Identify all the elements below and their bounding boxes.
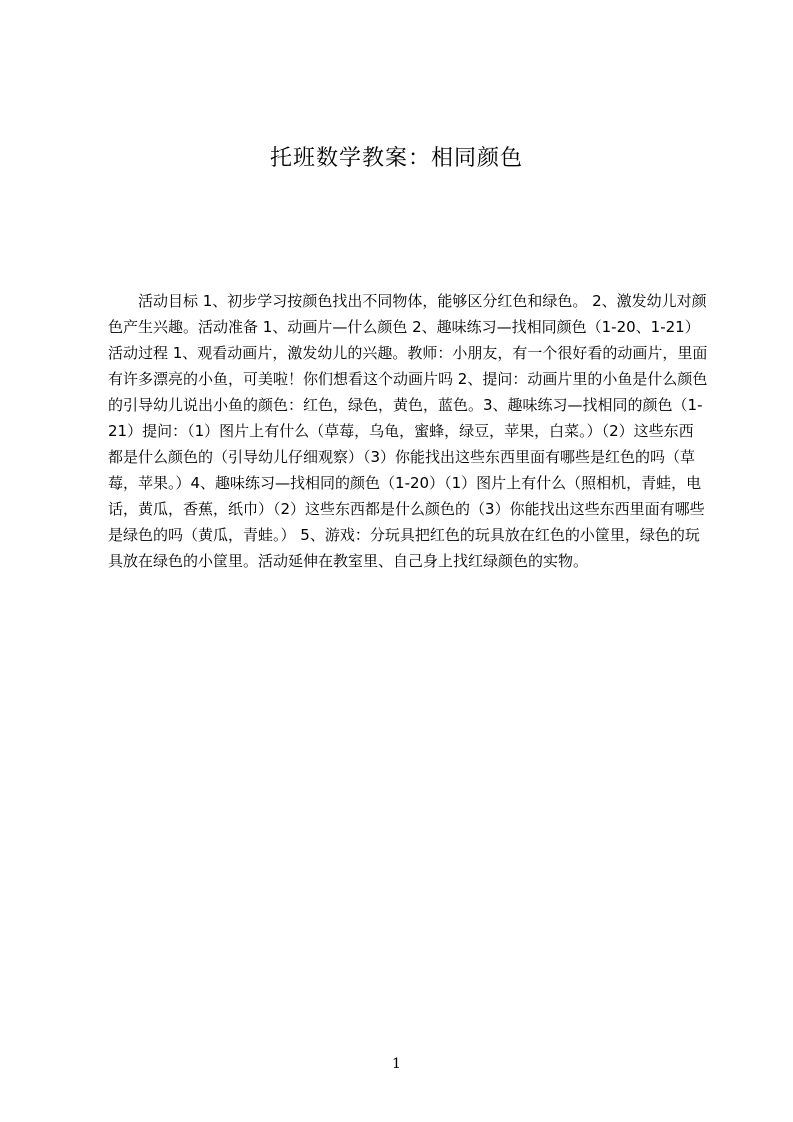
document-body-text: 活动目标 1、初步学习按颜色找出不同物体，能够区分红色和绿色。 2、激发幼儿对颜色产生兴趣。活动准备 1、动画片—什么颜色 2、趣味练习—找相同颜色（1-20、1-21）活动过程 1、观看动画片，激发幼儿的兴趣。教师：小朋友，有一个很好看的动画片，里面有许多漂亮的小鱼，可美啦！你们想看这个动画片吗 2、提问：动画片里的小鱼是什么颜色的引导幼儿说出小鱼的颜色：红色，绿色，黄色，蓝色。3、趣味练习—找相同的颜色（1-21）提问：（1）图片上有什么（草莓，乌龟，蜜蜂，绿豆，苹果，白菜。）（2）这些东西都是什么颜色的（引导幼儿仔细观察）（3）你能找出这些东西里面有哪些是红色的吗（草莓，苹果。）4、趣味练习—找相同的颜色（1-20）（1）图片上有什么（照相机，青蛙，电话，黄瓜，香蕉，纸巾）（2）这些东西都是什么颜色的（3）你能找出这些东西里面有哪些是绿色的吗（黄瓜，青蛙。） 5、游戏：分玩具把红色的玩具放在红色的小筐里，绿色的玩具放在绿色的小筐里。活动延伸在教室里、自己身上找红绿颜色的实物。: [108, 292, 708, 570]
page-number: 1: [392, 1056, 401, 1072]
document-title: 托班数学教案：相同颜色: [269, 146, 523, 171]
document-body: [108, 288, 708, 574]
